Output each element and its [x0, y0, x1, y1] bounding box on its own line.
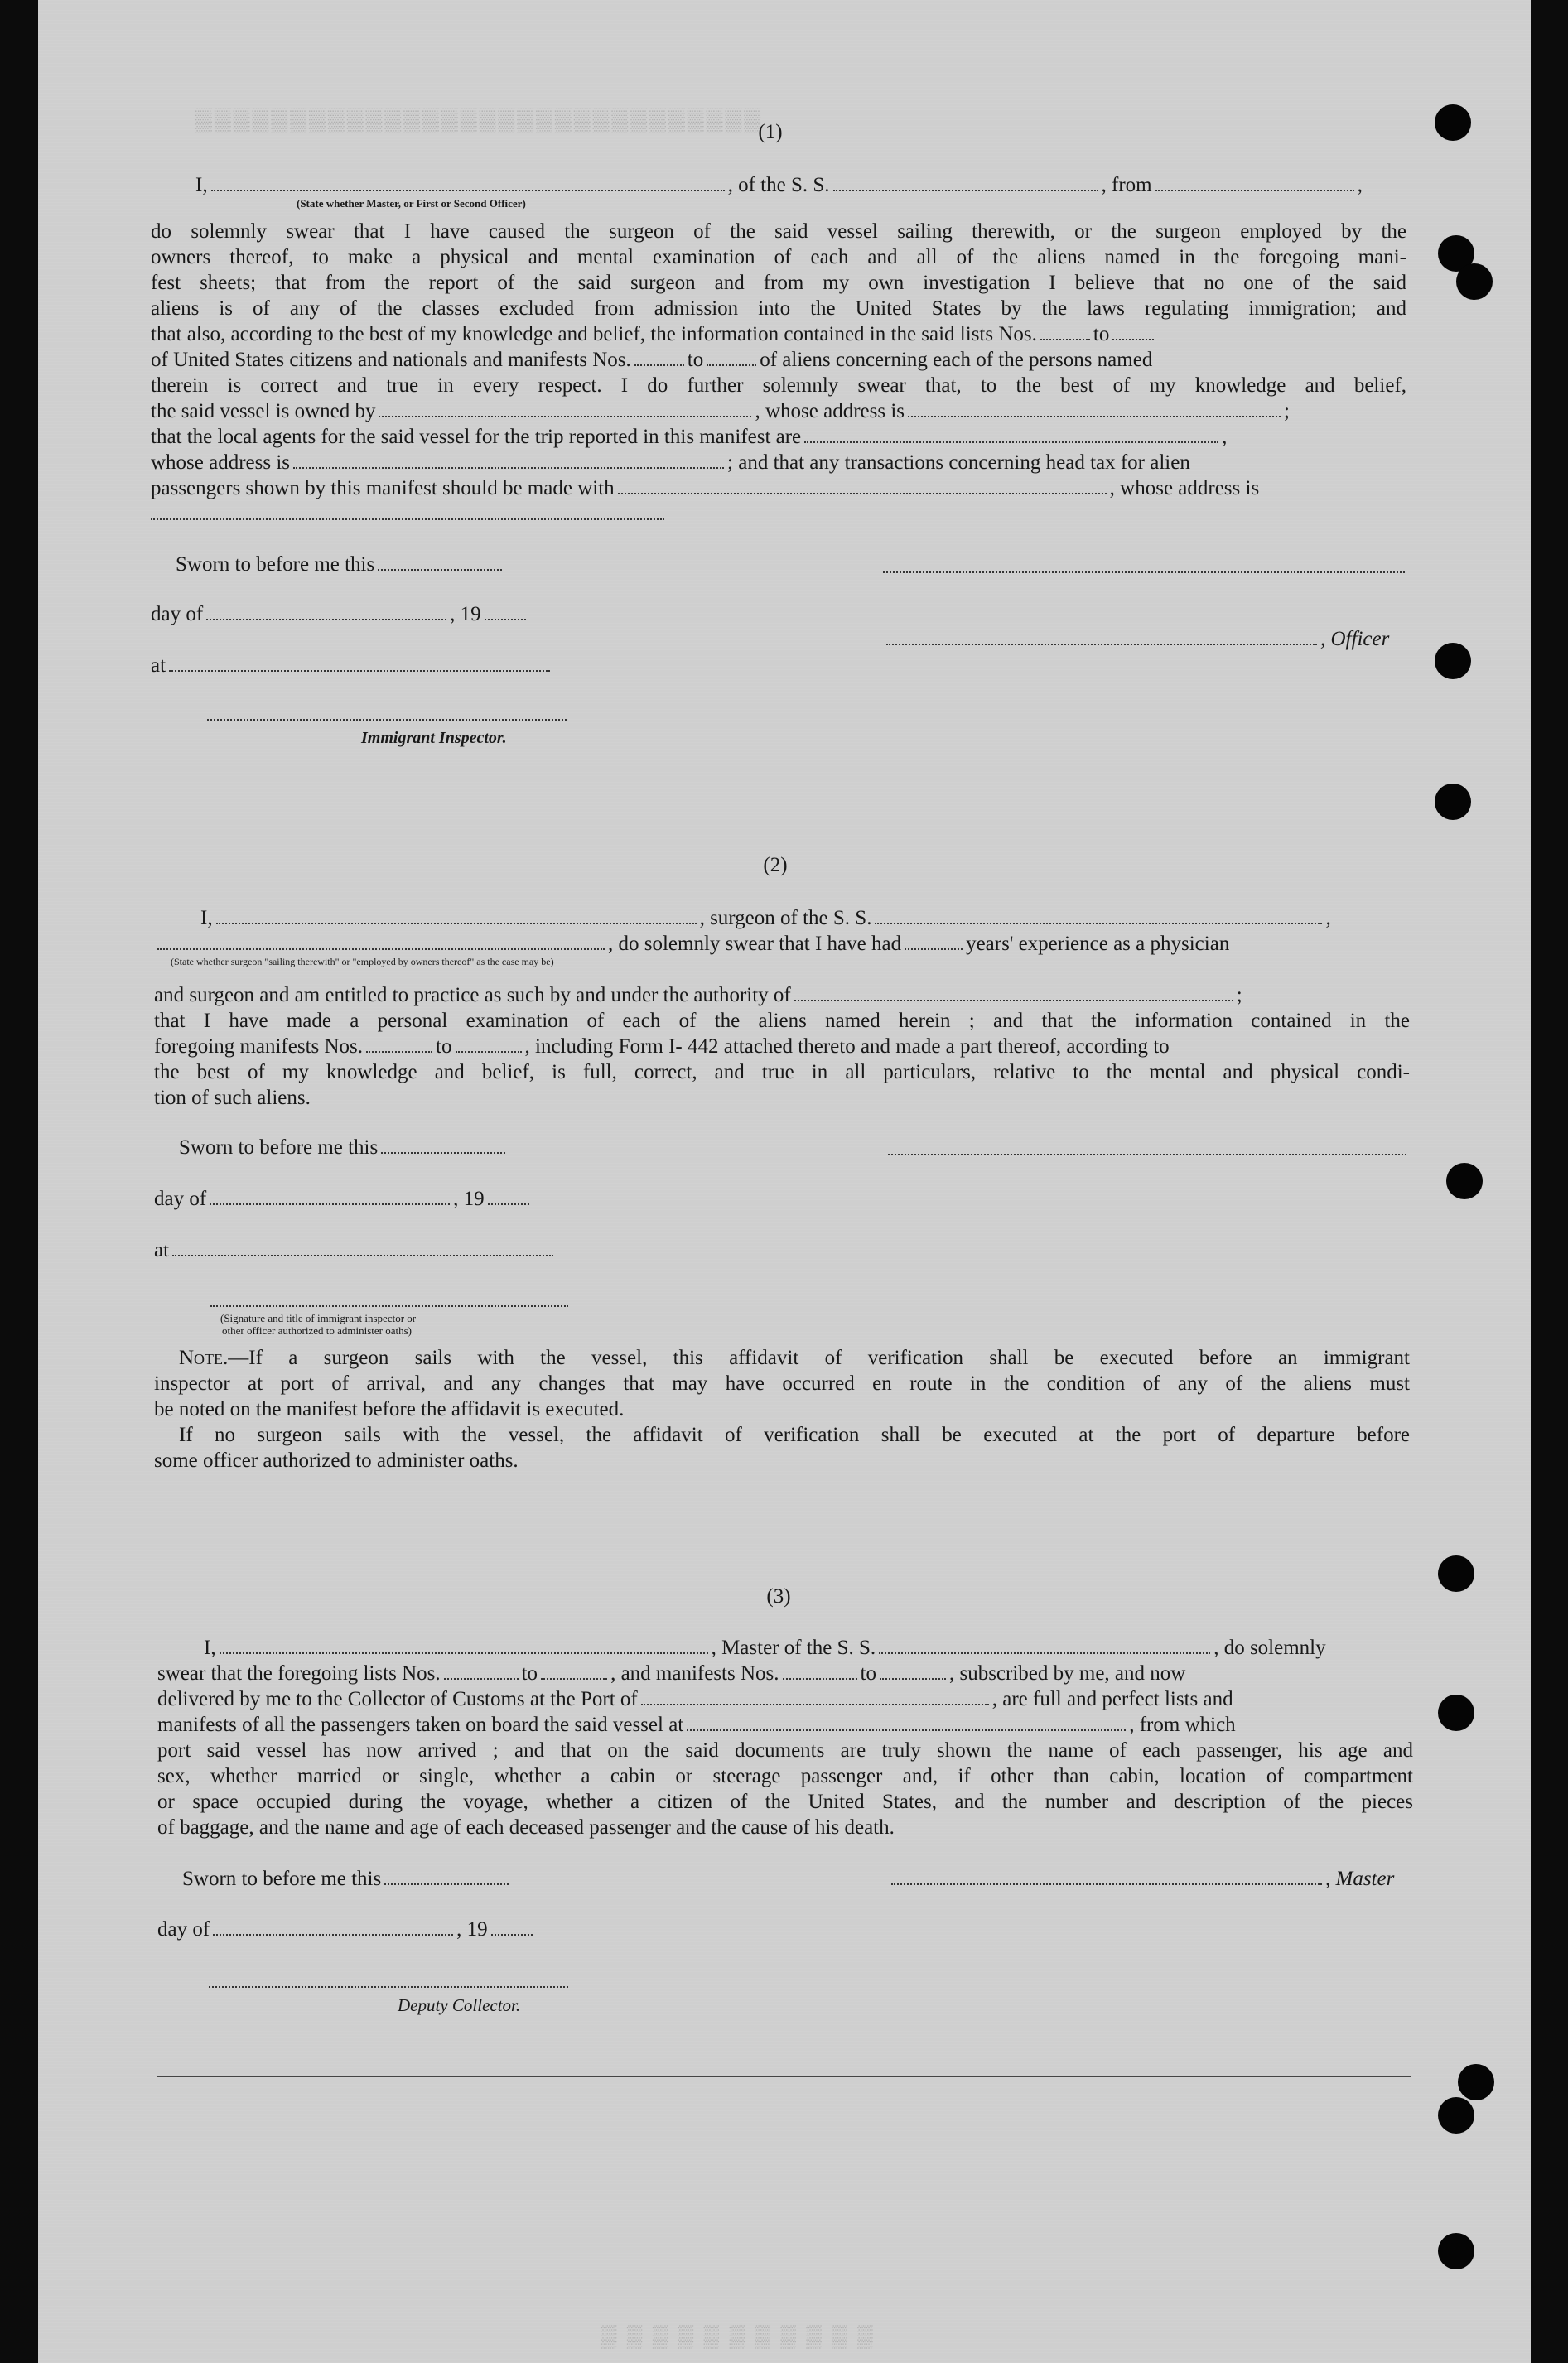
punch-hole-3: [1456, 263, 1493, 300]
punch-hole-7: [1438, 1555, 1474, 1592]
section-3-number: (3): [766, 1585, 791, 1608]
bleed-through-top: ▒▒▒▒▒▒▒▒▒▒▒▒▒▒▒▒▒▒▒▒▒▒▒▒▒▒▒▒▒▒: [195, 108, 764, 133]
punch-hole-8: [1438, 1695, 1474, 1731]
s2-line-1: I, , surgeon of the S. S. ,: [200, 907, 1331, 929]
s1-officer: , Officer: [883, 626, 1389, 652]
s2-line-3: and surgeon and am entitled to practice as such by and under the authority of ;: [154, 984, 1242, 1006]
s1-body-1: do solemnly swear that I have caused the surgeon of the said vessel sailing therewith, or the surgeon employed by the: [151, 220, 1406, 243]
s3-collector-label: Deputy Collector.: [398, 1995, 521, 2015]
bottom-rule: [157, 2076, 1411, 2077]
s2-sig-hint-1: (Signature and title of immigrant inspector or: [220, 1312, 417, 1324]
s2-note-2: inspector at port of arrival, and any changes that may have occurred en route in the condition of any of the aliens must: [154, 1372, 1410, 1395]
s3-line-1: I, , Master of the S. S. , do solemnly: [204, 1637, 1326, 1659]
s2-line-2: , do solemnly swear that I have had years' experience as a physician: [154, 931, 1229, 957]
bleed-through-bottom: ▒ ▒ ▒ ▒ ▒ ▒ ▒ ▒ ▒ ▒ ▒: [601, 2324, 876, 2348]
section-2-number: (2): [763, 854, 788, 876]
s1-owned-line: the said vessel is owned by , whose address is ;: [151, 400, 1290, 422]
s1-passengers-line: passengers shown by this manifest should be made with , whose address is: [151, 477, 1260, 499]
s3-body-2: sex, whether married or single, whether a cabin or steerage passenger and, if other than cabin, location of compartment: [157, 1765, 1413, 1787]
s1-agents-line: that the local agents for the said vessel for the trip reported in this manifest are ,: [151, 426, 1228, 448]
s1-citizens-line: of United States citizens and nationals and manifests Nos. to of aliens concerning each of the persons named: [151, 349, 1153, 371]
s2-note-4: If no surgeon sails with the vessel, the affidavit of verification shall be executed at the port of departure before: [179, 1424, 1410, 1446]
s2-surgeon-signature-line: [888, 1154, 1406, 1155]
s1-whose-line: whose address is ; and that any transactions concerning head tax for alien: [151, 451, 1190, 474]
s2-sworn: Sworn to before me this: [179, 1135, 509, 1160]
s2-line-7: tion of such aliens.: [154, 1087, 311, 1109]
s2-line-4: that I have made a personal examination of each of the aliens named herein ; and that the information contained in the: [154, 1010, 1410, 1032]
s1-line-1: I, , of the S. S. , from ,: [195, 174, 1363, 196]
s1-lists-line: that also, according to the best of my knowledge and belief, the information contained in the said lists Nos. to: [151, 321, 1157, 347]
s1-correct-line: therein is correct and true in every respect. I do further solemnly swear that, to the best of my knowledge and belief,: [151, 374, 1406, 397]
s3-collector-signature-line: [209, 1986, 568, 1988]
s2-note-1: Note.—If a surgeon sails with the vessel, this affidavit of verification shall be executed before an immigrant: [179, 1347, 1410, 1369]
s1-body-2: owners thereof, to make a physical and mental examination of each and all of the aliens named in the foregoing mani-: [151, 246, 1406, 268]
section-1-number: (1): [758, 121, 783, 143]
s1-at: at: [151, 653, 553, 678]
s1-inspector-label: Immigrant Inspector.: [361, 729, 507, 747]
s3-sworn: Sworn to before me this: [182, 1866, 512, 1892]
punch-hole-11: [1438, 2233, 1474, 2269]
s2-note-3: be noted on the manifest before the affidavit is executed.: [154, 1398, 625, 1420]
s1-body-4: aliens is of any of the classes excluded from admission into the United States by the laws regulating immigration; and: [151, 297, 1406, 320]
s1-day-of: day of , 19: [151, 601, 529, 627]
s3-day-of: day of , 19: [157, 1917, 536, 1942]
s2-line-5: foregoing manifests Nos. to , including Form I- 442 attached thereto and made a part thereof, according to: [154, 1035, 1170, 1058]
s1-role-hint: (State whether Master, or First or Second Officer): [297, 197, 526, 210]
punch-hole-4: [1435, 643, 1471, 679]
punch-hole-6: [1446, 1163, 1483, 1199]
s2-line-6: the best of my knowledge and belief, is full, correct, and true in all particulars, relative to the mental and physical condi-: [154, 1061, 1410, 1083]
s2-day-of: day of , 19: [154, 1186, 533, 1212]
s1-inspector-signature-line: [207, 719, 567, 721]
punch-hole-5: [1435, 784, 1471, 820]
s3-body-3: or space occupied during the voyage, whether a citizen of the United States, and the number and description of the pieces: [157, 1791, 1413, 1813]
s3-body-1: port said vessel has now arrived ; and that on the said documents are truly shown the name of each passenger, his age and: [157, 1739, 1413, 1762]
s2-note-5: some officer authorized to administer oaths.: [154, 1449, 519, 1472]
s1-body-3: fest sheets; that from the report of the said surgeon and from my own investigation I believe that no one of the said: [151, 272, 1406, 294]
s2-inspector-signature-line: [210, 1305, 568, 1307]
punch-hole-9: [1458, 2064, 1494, 2100]
s3-line-4: manifests of all the passengers taken on board the said vessel at , from which: [157, 1714, 1236, 1736]
form-page: [38, 0, 1531, 2363]
s3-line-3: delivered by me to the Collector of Customs at the Port of , are full and perfect lists and: [157, 1688, 1233, 1710]
s3-master: , Master: [888, 1866, 1394, 1892]
s2-at: at: [154, 1237, 557, 1263]
s1-master-signature-line: [883, 571, 1405, 573]
punch-hole-10: [1438, 2097, 1474, 2134]
s2-surgeon-hint: (State whether surgeon "sailing therewith" or "employed by owners thereof" as the case may be): [171, 956, 554, 967]
s2-sig-hint-2: other officer authorized to administer oaths): [222, 1324, 412, 1337]
s3-line-2: swear that the foregoing lists Nos. to , and manifests Nos. to , subscribed by me, and now: [157, 1662, 1186, 1685]
s1-sworn: Sworn to before me this: [176, 552, 505, 577]
punch-hole-1: [1435, 104, 1471, 141]
s3-body-last: of baggage, and the name and age of each deceased passenger and the cause of his death.: [157, 1816, 895, 1839]
s1-address-blank: [151, 518, 664, 520]
